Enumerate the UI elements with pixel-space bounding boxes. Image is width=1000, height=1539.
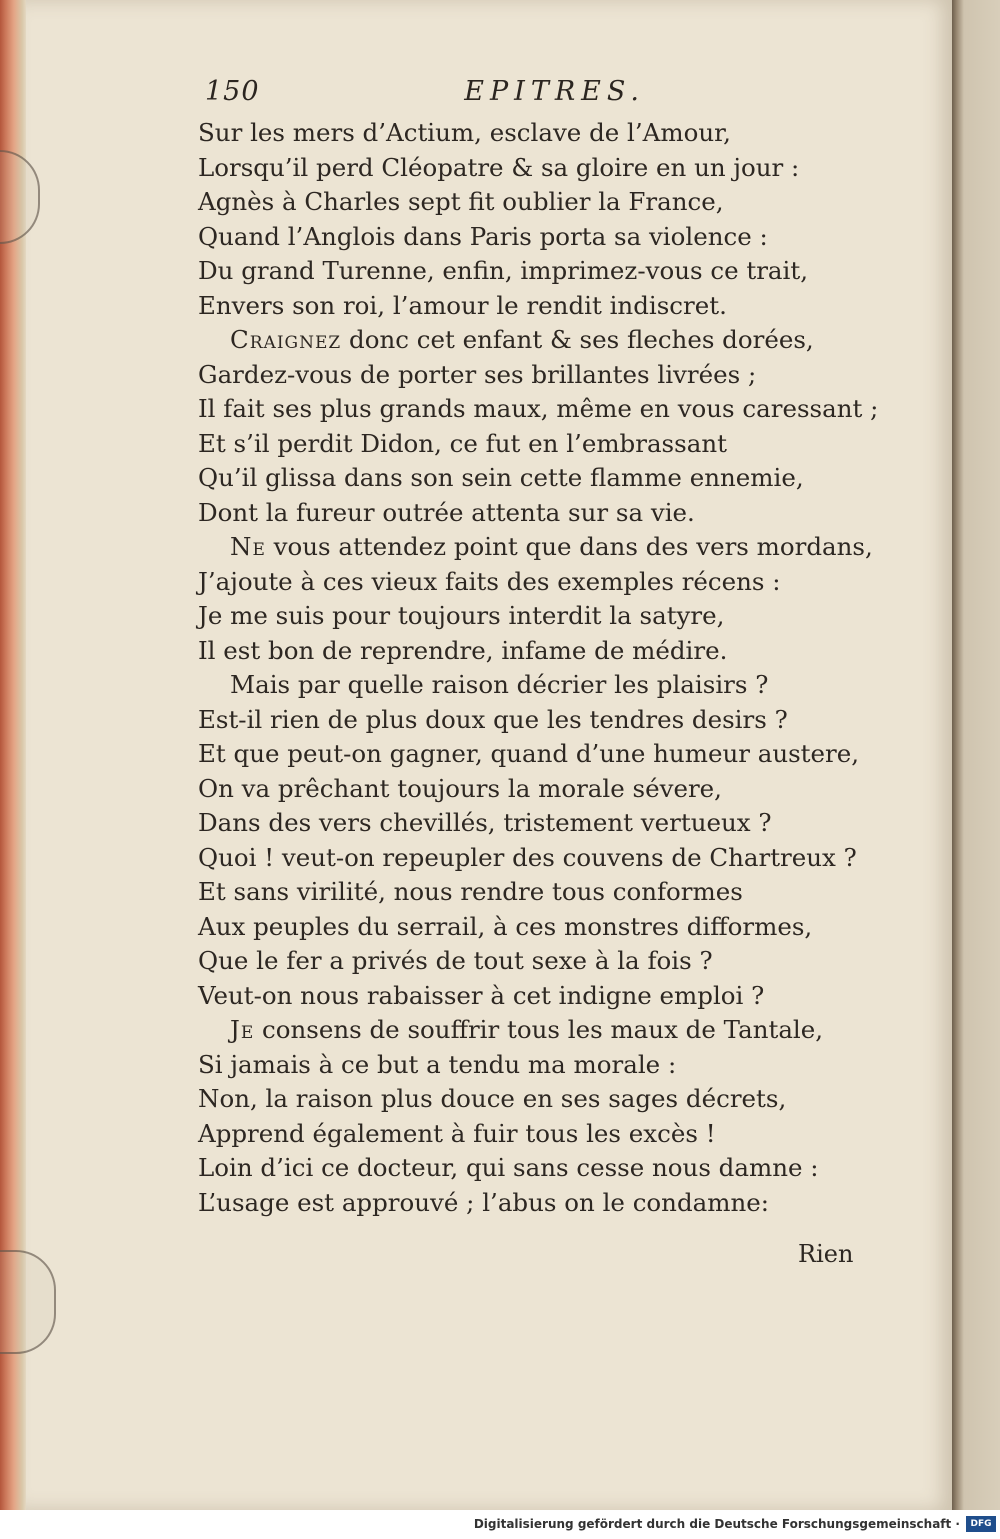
verse-text: On va prêchant toujours la morale sévere, (198, 773, 722, 803)
verse-line (198, 289, 848, 324)
verse-text: Mais par quelle raison décrier les plaisirs ? (230, 670, 769, 699)
verse-text: Il fait ses plus grands maux, même en vous caressant ; (198, 394, 879, 423)
verse-lead-word: Je (230, 1015, 255, 1044)
verse-block (198, 116, 879, 1220)
footer-credit: Digitalisierung gefördert durch die Deutsche Forschungsgemeinschaft · (473, 1517, 960, 1531)
verse-text: donc cet enfant & ses fleches dorées, (349, 325, 814, 354)
verse-text: Lorsqu’il perd Cléopatre & sa gloire en un jour : (198, 152, 800, 182)
verse-line (198, 565, 848, 600)
verse-text: Et s’il perdit Didon, ce fut en l’embrassant (198, 428, 727, 458)
verse-line (198, 737, 860, 772)
facing-page-edge (952, 0, 1000, 1510)
verse-text: J’ajoute à ces vieux faits des exemples récens : (198, 566, 781, 596)
verse-lead-word: Ne (230, 532, 266, 561)
verse-line (198, 634, 848, 669)
verse-line (198, 185, 848, 220)
verse-line (198, 496, 848, 531)
verse-line (198, 461, 848, 496)
verse-text: Que le fer a privés de tout sexe à la fois ? (198, 946, 713, 975)
verse-line (198, 323, 848, 358)
verse-line (198, 1117, 848, 1152)
verse-text: Il est bon de reprendre, infame de médire. (198, 635, 728, 665)
verse-line (198, 392, 879, 427)
verse-line (198, 841, 857, 876)
verse-line (198, 1186, 848, 1221)
verse-text: L’usage est approuvé ; l’abus on le condamne: (198, 1187, 770, 1217)
verse-line (198, 254, 848, 289)
verse-line (198, 668, 848, 703)
verse-line (198, 530, 873, 565)
verse-line (198, 772, 848, 807)
page-header (205, 76, 645, 112)
verse-line (198, 427, 848, 462)
verse-lead-word: Craignez (230, 325, 342, 354)
verse-text: Qu’il glissa dans son sein cette flamme ennemie, (198, 463, 804, 492)
verse-line (198, 1082, 848, 1117)
page-number: 150 (205, 76, 260, 107)
verse-line (198, 979, 848, 1014)
verse-text: Agnès à Charles sept fit oublier la France, (198, 187, 724, 216)
verse-line (198, 703, 848, 738)
verse-text: Quand l’Anglois dans Paris porta sa violence : (198, 221, 768, 251)
verse-text: Dont la fureur outrée attenta sur sa vie. (198, 497, 695, 527)
verse-text: Si jamais à ce but a tendu ma morale : (198, 1049, 677, 1079)
verse-text: Non, la raison plus douce en ses sages décrets, (198, 1084, 787, 1113)
verse-text: Et que peut-on gagner, quand d’une humeur austere, (198, 739, 860, 768)
verse-text: Et sans virilité, nous rendre tous conformes (198, 877, 743, 906)
verse-line (198, 116, 848, 151)
verse-line (198, 1013, 848, 1048)
verse-text: Aux peuples du serrail, à ces monstres difformes, (198, 911, 813, 941)
verse-text: consens de souffrir tous les maux de Tantale, (262, 1015, 824, 1044)
verse-text: Apprend également à fuir tous les excès ! (198, 1118, 716, 1148)
catchword: Rien (798, 1240, 854, 1268)
verse-line (198, 1048, 848, 1083)
page-clip-bottom (0, 1250, 56, 1354)
verse-line (198, 151, 848, 186)
verse-text: Du grand Turenne, enfin, imprimez-vous ce trait, (198, 256, 808, 285)
verse-text: Veut-on nous rabaisser à cet indigne emploi ? (198, 980, 765, 1010)
verse-text: vous attendez point que dans des vers mordans, (273, 532, 873, 561)
verse-text: Quoi ! veut-on repeupler des couvens de Chartreux ? (198, 842, 857, 872)
verse-text: Dans des vers chevillés, tristement vertueux ? (198, 808, 772, 837)
verse-line (198, 806, 848, 841)
verse-line (198, 910, 848, 945)
digitization-footer (0, 1510, 1000, 1539)
verse-text: Sur les mers d’Actium, esclave de l’Amour, (198, 118, 731, 147)
verse-text: Est-il rien de plus doux que les tendres desirs ? (198, 704, 788, 734)
verse-text: Gardez-vous de porter ses brillantes livrées ; (198, 359, 757, 389)
dfg-logo: DFG (966, 1516, 996, 1532)
verse-text: Loin d’ici ce docteur, qui sans cesse nous damne : (198, 1153, 819, 1182)
verse-line (198, 944, 848, 979)
verse-line (198, 220, 848, 255)
verse-text: Je me suis pour toujours interdit la satyre, (198, 601, 725, 630)
verse-line (198, 599, 848, 634)
verse-text: Envers son roi, l’amour le rendit indiscret. (198, 290, 727, 320)
verse-line (198, 358, 848, 393)
running-title: EPITRES. (464, 76, 645, 107)
verse-line (198, 875, 848, 910)
verse-line (198, 1151, 848, 1186)
